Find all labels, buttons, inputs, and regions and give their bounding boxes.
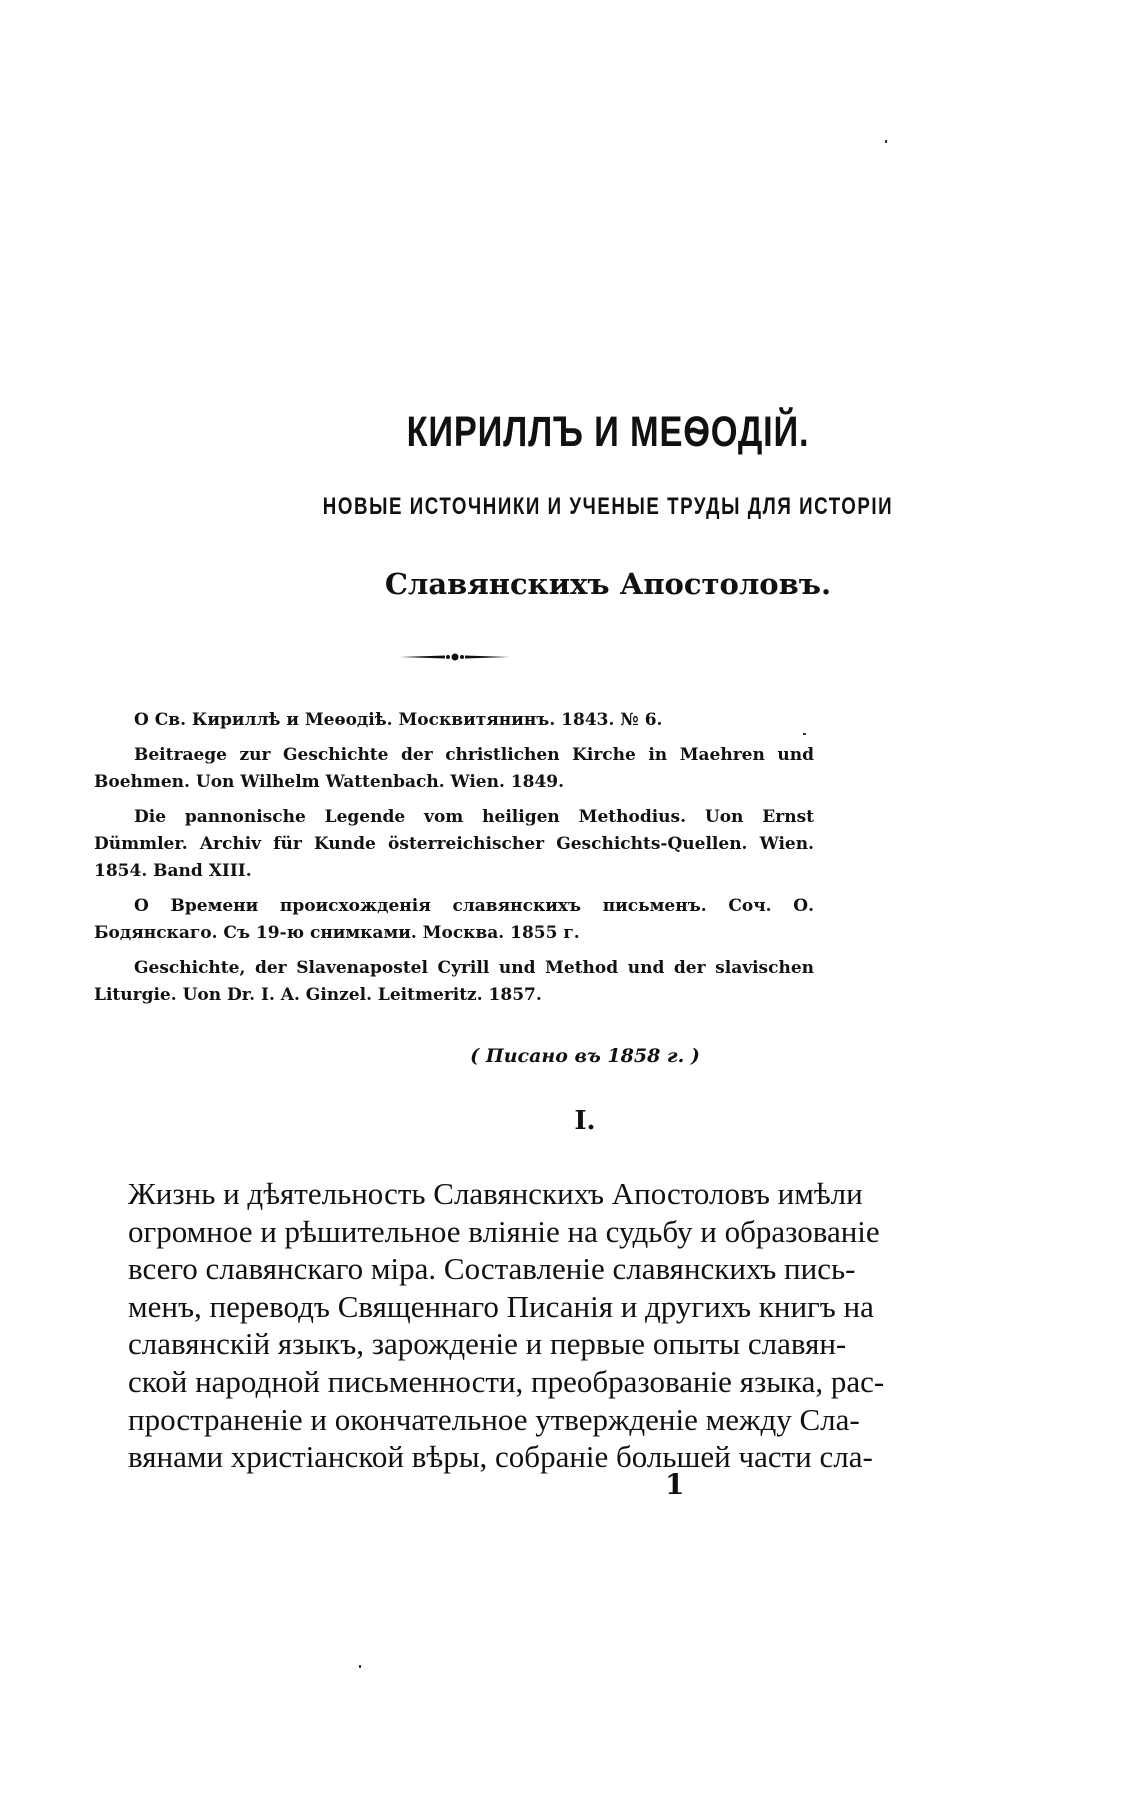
body-line: славянскій языкъ, зарожденіе и первые опыты славян- (128, 1326, 847, 1362)
reference-entry: Geschichte, der Slavenapostel Cyrill und Method und der slavischen Liturgie. Uon Dr. I. A. Ginzel. Leitmeritz. 1857. (94, 958, 814, 1005)
scan-speck (803, 733, 806, 735)
page-subtitle: НОВЫЕ ИСТОЧНИКИ И УЧЕНЫЕ ТРУДЫ ДЛЯ ИСТОРІИ (322, 493, 894, 520)
page-number: 1 (665, 1468, 685, 1501)
scan-speck (359, 1665, 361, 1668)
body-line: всего славянскаго міра. Составленіе славянскихъ пись- (128, 1251, 856, 1287)
reference-entry: Beitraege zur Geschichte der christlichen Kirche in Maehren und Boehmen. Uon Wilhelm Wattenbach. Wien. 1849. (94, 745, 814, 792)
ornament-divider (400, 650, 510, 664)
reference-entry: Die pannonische Legende vom heiligen Methodius. Uon Ernst Dümmler. Archiv für Kunde österreichischer Geschichts-Quellen. Wien. 1854. Band XIII. (94, 807, 814, 881)
reference-entry: О Св. Кириллѣ и Меѳодіѣ. Москвитянинъ. 1843. № 6. (134, 710, 663, 730)
reference-entry: О Времени происхожденія славянскихъ письменъ. Соч. О. Бодянскаго. Съ 19-ю снимками. Москва. 1855 г. (94, 896, 814, 943)
body-line: Жизнь и дѣятельность Славянскихъ Апостоловъ имѣли (128, 1176, 863, 1211)
body-line: огромное и рѣшительное вліяніе на судьбу и образованіе (128, 1213, 880, 1249)
body-line: пространеніе и окончательное утвержденіе между Сла- (128, 1401, 860, 1437)
body-line: менъ, переводъ Священнаго Писанія и другихъ книгъ на (128, 1288, 874, 1324)
written-date-note: ( Писано въ 1858 г. ) (470, 1045, 700, 1067)
section-number: I. (574, 1106, 596, 1136)
body-line: ской народной письменности, преобразованіе языка, рас- (128, 1363, 885, 1399)
reference-list (94, 707, 814, 1017)
body-line: вянами христіанской вѣры, собраніе большей части сла- (128, 1439, 873, 1475)
body-paragraph (128, 1175, 885, 1476)
scan-speck (885, 140, 887, 143)
page-title: КИРИЛЛЪ И МЕѲОДІЙ. (406, 408, 810, 456)
page-subtitle-second: Славянскихъ Апостоловъ. (384, 567, 832, 601)
